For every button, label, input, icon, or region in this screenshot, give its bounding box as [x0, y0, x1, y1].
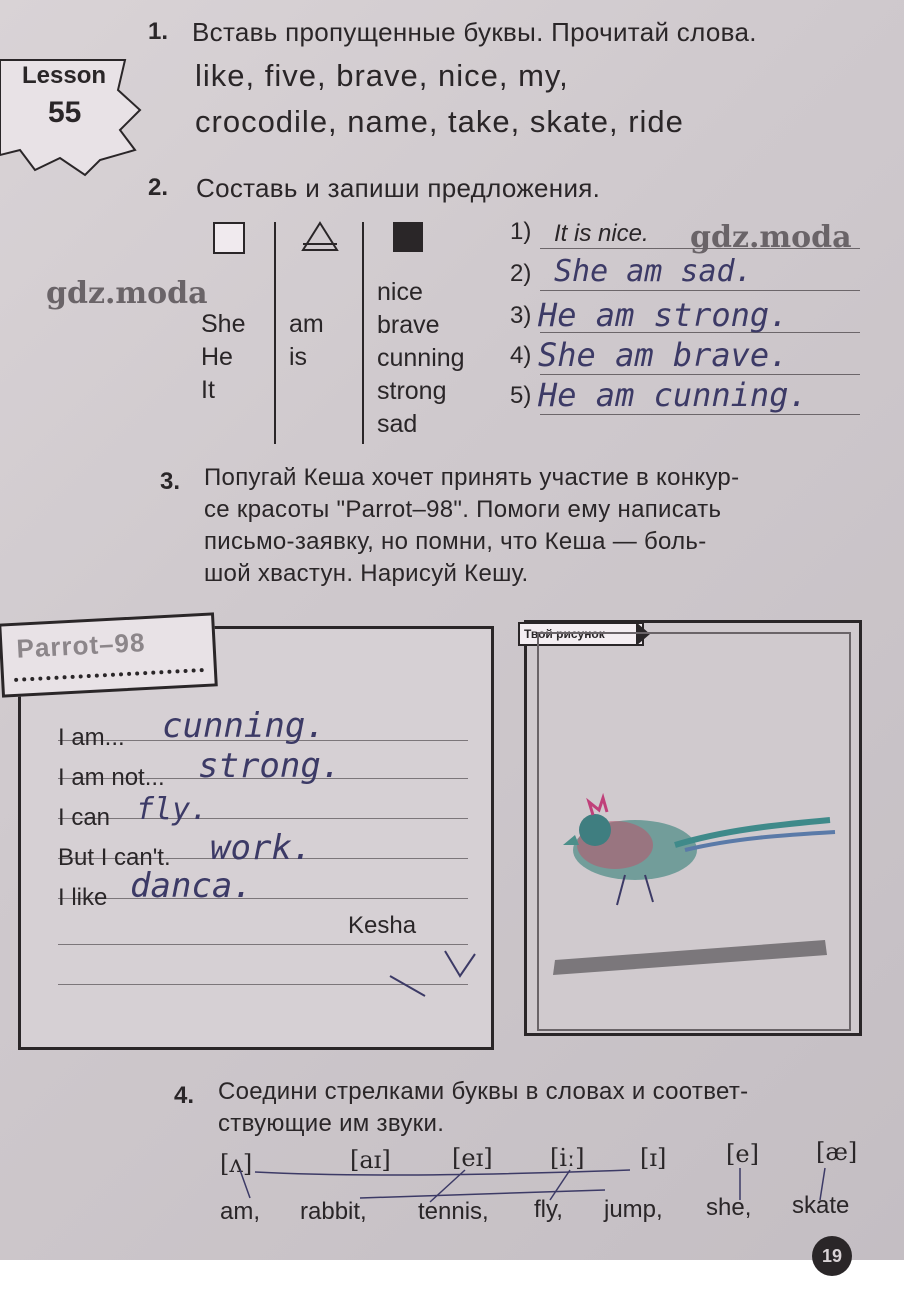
adjective: cunning	[377, 344, 465, 372]
ex2-number: 2.	[148, 174, 169, 201]
ex4-number: 4.	[174, 1082, 195, 1109]
watermark: gdz.moda	[690, 220, 852, 255]
ex1-word-row-2: crocodile, name, take, skate, ride	[195, 104, 684, 139]
ex4-word: am,	[220, 1198, 261, 1225]
sentence-answer: He am cunning.	[538, 376, 808, 414]
ex3-instruction	[204, 462, 884, 590]
form-signature: Kesha	[348, 912, 417, 939]
ex4-word: tennis,	[418, 1198, 489, 1225]
lesson-number: 55	[48, 96, 82, 129]
sentence-number: 4)	[510, 342, 532, 369]
check-mark-icon	[385, 946, 480, 1006]
sentence-answer: He am strong.	[538, 296, 789, 334]
column-divider-1	[274, 222, 276, 444]
sentence-number: 1)	[510, 218, 532, 245]
adjective: brave	[377, 311, 440, 339]
ex4-word: jump,	[604, 1196, 663, 1223]
sentence-number: 2)	[510, 260, 532, 287]
verb: am	[289, 310, 324, 338]
ex3-line: се красоты "Parrot–98". Помоги ему написать	[204, 496, 722, 523]
ex4-word: fly,	[534, 1196, 563, 1223]
column-divider-2	[362, 222, 364, 444]
form-answer: work.	[210, 828, 313, 868]
verb: is	[289, 343, 308, 371]
adjective-column	[377, 276, 465, 441]
sound-symbol: [iː]	[550, 1144, 585, 1172]
adjective: sad	[377, 410, 418, 438]
sound-symbol: [eɪ]	[452, 1144, 493, 1172]
parrot-banner	[0, 612, 218, 697]
ex4-instruction	[218, 1076, 878, 1140]
sound-symbol: [æ]	[816, 1138, 858, 1166]
verb-column	[289, 308, 324, 374]
sentence-example: It is nice.	[554, 220, 649, 247]
pronoun: She	[201, 310, 246, 338]
square-icon	[213, 222, 245, 254]
filled-square-icon	[393, 222, 423, 252]
ex1-number: 1.	[148, 18, 169, 45]
form-prompt: I like	[58, 884, 108, 911]
ex4-word: she,	[706, 1194, 752, 1221]
sentence-answer: She am sad.	[554, 254, 753, 289]
adjective: nice	[377, 278, 423, 306]
form-answer: cunning.	[162, 706, 326, 746]
pronoun: He	[201, 343, 233, 371]
ex3-line: письмо-заявку, но помни, что Кеша — боль-	[204, 528, 707, 555]
ex4-line: Соедини стрелками буквы в словах и соответ-	[218, 1078, 749, 1105]
ex1-instruction: Вставь пропущенные буквы. Прочитай слова.	[192, 17, 757, 47]
ex4-line: ствующие им звуки.	[218, 1110, 445, 1137]
form-answer: strong.	[198, 746, 342, 786]
watermark: gdz.moda	[46, 276, 208, 311]
ex4-word: rabbit,	[300, 1198, 367, 1225]
form-answer: fly.	[136, 792, 209, 827]
sound-symbol: [ʌ]	[220, 1150, 253, 1178]
sentence-number: 5)	[510, 382, 532, 409]
form-answer: danca.	[130, 866, 253, 906]
parrot-drawing	[545, 790, 845, 990]
sound-symbol: [e]	[726, 1140, 759, 1168]
triangle-icon	[300, 220, 340, 254]
sentence-answer: She am brave.	[538, 336, 789, 374]
pronoun-column	[201, 308, 245, 407]
ex1-word-row-1: like, five, brave, nice, my,	[195, 58, 569, 93]
form-prompt: I am...	[58, 724, 125, 751]
sound-symbol: [ɪ]	[640, 1144, 667, 1172]
connection-arrows	[220, 1160, 880, 1220]
bottom-margin	[0, 1260, 904, 1293]
page-number: 19	[812, 1236, 852, 1276]
pronoun: It	[201, 376, 215, 404]
form-prompt: I can	[58, 804, 111, 831]
form-prompt: I am not...	[58, 764, 165, 791]
sound-symbol: [aɪ]	[350, 1146, 391, 1174]
ex3-number: 3.	[160, 468, 181, 495]
ex3-line: Попугай Кеша хочет принять участие в конкур-	[204, 464, 740, 491]
ex4-word: skate	[792, 1192, 850, 1219]
drawing-tab: Твой рисунок	[518, 622, 644, 646]
adjective: strong	[377, 377, 447, 405]
lesson-label: Lesson	[22, 62, 107, 89]
banner-title: Parrot–98	[15, 627, 147, 664]
ex3-line: шой хвастун. Нарисуй Кешу.	[204, 560, 529, 587]
form-prompt: But I can't.	[58, 844, 171, 871]
sentence-number: 3)	[510, 302, 532, 329]
ex2-instruction: Составь и запиши предложения.	[196, 173, 601, 203]
